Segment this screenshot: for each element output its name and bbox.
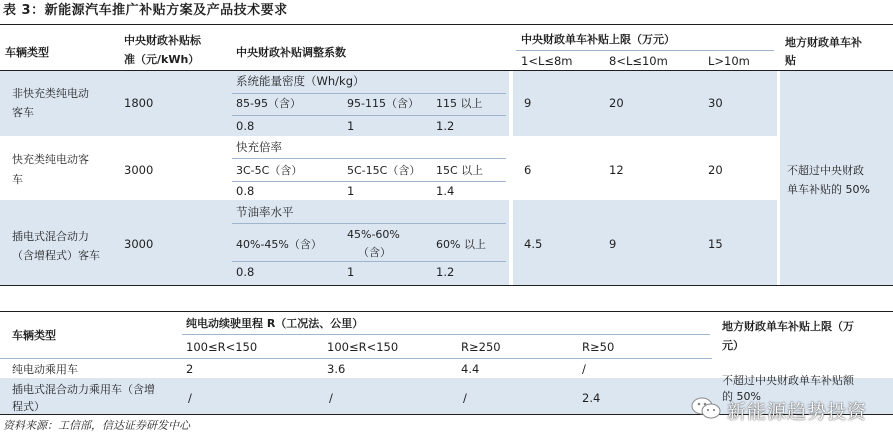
local-column-band: [780, 71, 893, 285]
col-header-range: R≥250: [461, 340, 501, 354]
caption-rule: [0, 24, 893, 25]
col-header-central-standard: 中央财政补贴标: [124, 34, 201, 47]
vehicle-type-cont: 车: [12, 173, 23, 186]
coef-cell: 0.8: [236, 265, 255, 279]
range-cell-cont: （含）: [358, 246, 391, 259]
col-header-vehicle-type: 车辆类型: [12, 329, 56, 342]
coef-cell: 1.2: [436, 265, 455, 279]
cap-cell: 30: [708, 96, 723, 110]
coef-cell: 1: [347, 265, 355, 279]
table-top-rule: [0, 311, 893, 312]
range-cell: 115 以上: [436, 97, 483, 110]
table-caption: 表 3：新能源汽车推广补贴方案及产品技术要求: [3, 3, 288, 18]
col-header-local-cap-cont: 元）: [722, 339, 744, 352]
coef-cell: 1.2: [436, 119, 455, 133]
range-value: /: [188, 391, 192, 405]
local-cap-note: 不超过中央财政单车补贴额: [722, 374, 854, 387]
cap-cell: 20: [609, 96, 624, 110]
param-label: 系统能量密度（Wh/kg）: [236, 74, 365, 88]
vehicle-type: 纯电动乘用车: [12, 363, 78, 376]
range-value: 2.4: [582, 391, 601, 405]
col-header-range: R≥50: [582, 340, 615, 354]
watermark: [691, 396, 867, 424]
coef-cell: 0.8: [236, 184, 255, 198]
source-note: 资料来源：工信部，信达证券研发中心: [3, 419, 190, 432]
standard-value: 1800: [124, 96, 154, 110]
range-cell: 95-115（含）: [347, 97, 419, 110]
range-value: /: [463, 391, 467, 405]
cap-cell: 12: [609, 163, 624, 177]
vehicle-type-cont: 客车: [12, 106, 34, 119]
col-header-cap-1: 1<L≤8m: [521, 54, 573, 68]
range-value: 2: [186, 362, 194, 376]
cap-cell: 15: [708, 237, 723, 251]
vehicle-type-cont: （含增程式）客车: [12, 249, 100, 262]
param-label: 快充倍率: [236, 140, 282, 154]
col-header-cap-2: 8<L≤10m: [609, 54, 668, 68]
vehicle-type-cont: 程式）: [12, 400, 45, 413]
header-rule: [0, 70, 893, 71]
coef-cell: 0.8: [236, 119, 255, 133]
coef-cell: 1.4: [436, 184, 455, 198]
col-header-range-title: 纯电动续驶里程 R（工况法、公里）: [186, 317, 364, 330]
param-label: 节油率水平: [236, 205, 294, 219]
range-cell: 40%-45%（含）: [236, 238, 322, 251]
vehicle-type: 插电式混合动力乘用车（含增: [12, 383, 155, 396]
cap-column-band: [513, 200, 777, 285]
local-cap-note-cont: 的 50%: [722, 390, 761, 403]
standard-value: 3000: [124, 163, 154, 177]
range-value: /: [329, 391, 333, 405]
col-header-range: 100≤R<150: [327, 340, 399, 354]
col-header-adjust-coef: 中央财政补贴调整系数: [236, 46, 346, 59]
cap-cell: 20: [708, 163, 723, 177]
col-header-vehicle-type: 车辆类型: [5, 46, 49, 59]
col-header-local-cont: 贴: [785, 54, 796, 67]
cap-cell: 9: [524, 96, 532, 110]
vehicle-type: 插电式混合动力: [12, 230, 89, 243]
local-subsidy-note: 不超过中央财政: [787, 164, 864, 177]
wechat-icon: [691, 396, 721, 424]
vehicle-type: 快充类纯电动客: [12, 153, 89, 166]
range-value: 3.6: [327, 362, 346, 376]
range-value: /: [582, 362, 586, 376]
cap-cell: 4.5: [524, 237, 543, 251]
coef-cell: 1: [347, 184, 355, 198]
col-header-local-cap: 地方财政单车补贴上限（万: [722, 320, 854, 333]
range-cell: 5C-15C（含）: [347, 164, 421, 177]
coef-cell: 1: [347, 119, 355, 133]
cap-cell: 6: [524, 163, 532, 177]
range-cell: 15C 以上: [436, 164, 484, 177]
col-header-range: 100≤R<150: [186, 340, 258, 354]
local-subsidy-note-cont: 单车补贴的 50%: [787, 183, 870, 196]
col-header-local: 地方财政单车补: [785, 36, 862, 49]
col-header-cap-title: 中央财政单车补贴上限（万元）: [521, 33, 675, 46]
col-header-cap-3: L>10m: [708, 54, 750, 68]
vehicle-type: 非快充类纯电动: [12, 87, 89, 100]
col-header-central-standard-unit: 准（元/kWh）: [124, 53, 200, 66]
range-cell: 45%-60%: [347, 228, 400, 241]
table-bottom-rule: [0, 285, 893, 286]
range-value: 4.4: [461, 362, 480, 376]
range-cell: 3C-5C（含）: [236, 164, 303, 177]
standard-value: 3000: [124, 237, 154, 251]
watermark-text: 新能源趋势投资: [726, 400, 867, 423]
range-cell: 85-95（含）: [236, 97, 301, 110]
range-cell: 60% 以上: [436, 238, 486, 251]
cap-cell: 9: [609, 237, 617, 251]
cap-column-band: [513, 71, 777, 136]
